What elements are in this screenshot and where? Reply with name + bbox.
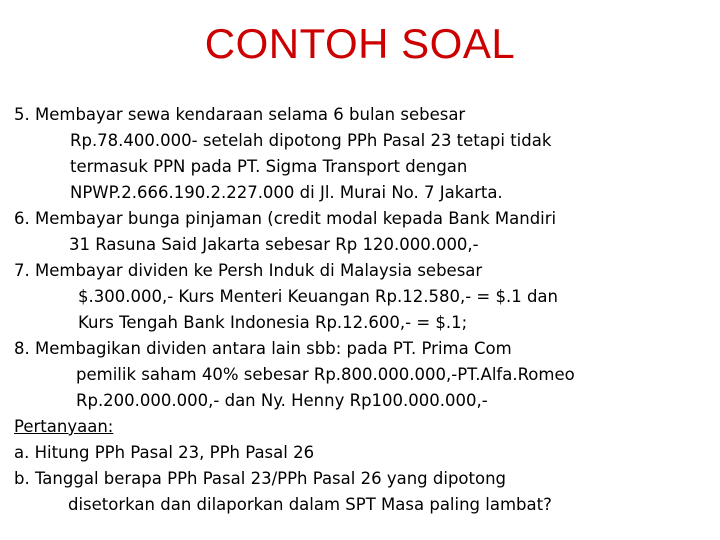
question-b-line-1: b. Tanggal berapa PPh Pasal 23/PPh Pasal 26 yang dipotong (14, 469, 507, 488)
questions-heading: Pertanyaan: (14, 417, 114, 436)
slide-title: CONTOH SOAL (204, 20, 516, 67)
item-7-line-1: 7. Membayar dividen ke Persh Induk di Malaysia sebesar (14, 261, 483, 280)
item-7-line-2: $.300.000,- Kurs Menteri Keuangan Rp.12.580,- = $.1 dan (78, 287, 558, 306)
item-5-line-3: termasuk PPN pada PT. Sigma Transport dengan (70, 157, 468, 176)
question-a-line-1: a. Hitung PPh Pasal 23, PPh Pasal 26 (14, 443, 315, 462)
item-8-line-1: 8. Membagikan dividen antara lain sbb: pada PT. Prima Com (14, 339, 512, 358)
item-7-line-3: Kurs Tengah Bank Indonesia Rp.12.600,- = $.1; (78, 313, 468, 332)
item-5-line-4: NPWP.2.666.190.2.227.000 di Jl. Murai No. 7 Jakarta. (70, 183, 503, 202)
question-b-line-2: disetorkan dan dilaporkan dalam SPT Masa paling lambat? (68, 495, 552, 514)
item-6-line-1: 6. Membayar bunga pinjaman (credit modal kepada Bank Mandiri (14, 209, 557, 228)
item-5-line-1: 5. Membayar sewa kendaraan selama 6 bulan sebesar (14, 105, 466, 124)
item-8-line-2: pemilik saham 40% sebesar Rp.800.000.000,-PT.Alfa.Romeo (76, 365, 575, 384)
item-6-line-2: 31 Rasuna Said Jakarta sebesar Rp 120.000.000,- (69, 235, 479, 254)
item-5-line-2: Rp.78.400.000- setelah dipotong PPh Pasal 23 tetapi tidak (70, 131, 552, 150)
item-8-line-3: Rp.200.000.000,- dan Ny. Henny Rp100.000.000,- (76, 391, 488, 410)
slide-body (14, 102, 714, 518)
questions-heading-line (14, 414, 714, 440)
